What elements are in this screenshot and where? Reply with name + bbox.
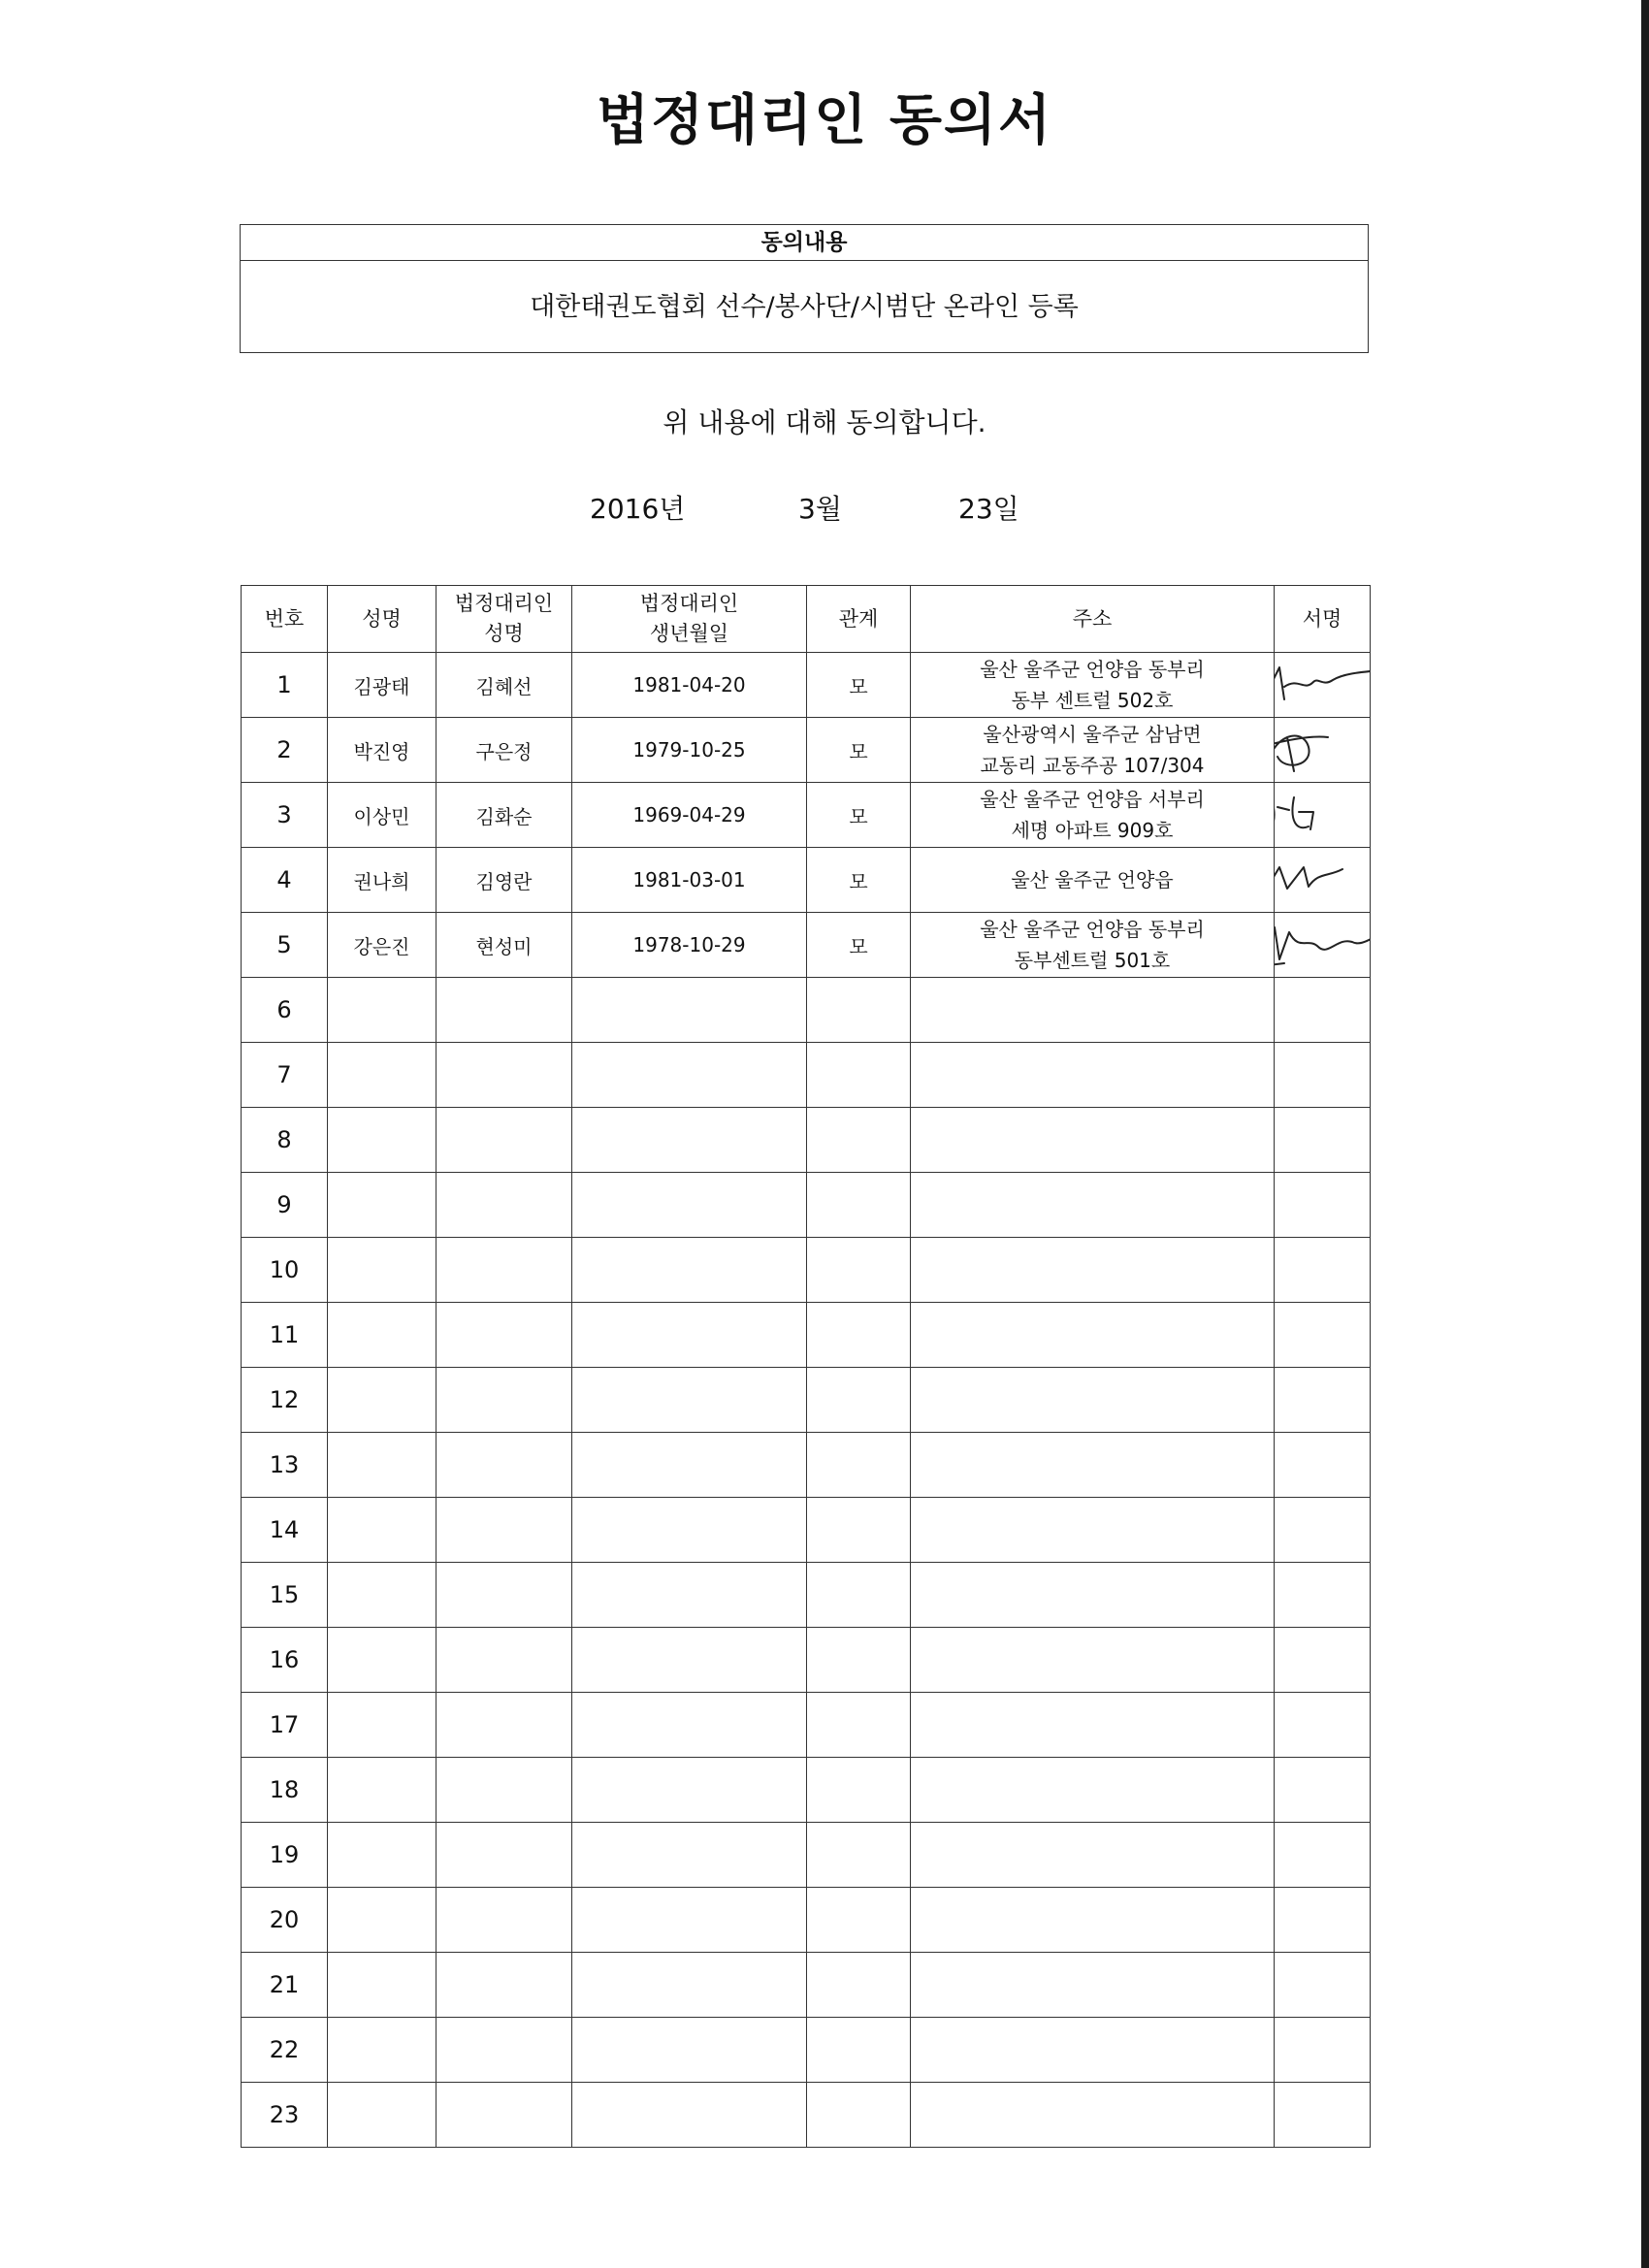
cell-address <box>911 1433 1275 1498</box>
cell-no: 20 <box>242 1888 328 1953</box>
cell-relation <box>807 1693 911 1758</box>
cell-name <box>328 1433 436 1498</box>
cell-no: 14 <box>242 1498 328 1563</box>
cell-guardian-name: 김혜선 <box>436 653 572 718</box>
header-relation: 관계 <box>807 586 911 653</box>
cell-address <box>911 1303 1275 1368</box>
cell-name <box>328 2018 436 2083</box>
cell-relation <box>807 1433 911 1498</box>
cell-signature <box>1275 848 1371 913</box>
table-row <box>242 653 1371 718</box>
cell-guardian-birth: 1978-10-29 <box>572 913 807 978</box>
cell-guardian-birth <box>572 1888 807 1953</box>
header-signature: 서명 <box>1275 586 1371 653</box>
table-row <box>242 1628 1371 1693</box>
cell-signature <box>1275 1238 1371 1303</box>
cell-address <box>911 2018 1275 2083</box>
cell-no: 11 <box>242 1303 328 1368</box>
cell-signature <box>1275 1758 1371 1823</box>
date-month: 3월 <box>798 493 842 525</box>
cell-address <box>911 1693 1275 1758</box>
cell-signature <box>1275 1303 1371 1368</box>
cell-signature <box>1275 2018 1371 2083</box>
cell-no: 13 <box>242 1433 328 1498</box>
cell-signature <box>1275 1498 1371 1563</box>
address-line-1: 울산 울주군 언양읍 동부리 <box>980 918 1205 941</box>
cell-name <box>328 2083 436 2148</box>
cell-guardian-name <box>436 1823 572 1888</box>
cell-signature <box>1275 718 1371 783</box>
date-day: 23일 <box>958 493 1019 525</box>
cell-name <box>328 1368 436 1433</box>
address-line-2: 동부 센트럴 502호 <box>1011 689 1174 712</box>
cell-address <box>911 848 1275 913</box>
cell-relation <box>807 1238 911 1303</box>
cell-name <box>328 978 436 1043</box>
signature-stroke <box>1275 927 1371 966</box>
cell-guardian-name <box>436 978 572 1043</box>
cell-address <box>911 1368 1275 1433</box>
header-name: 성명 <box>328 586 436 653</box>
cell-address <box>911 1628 1275 1693</box>
cell-address <box>911 1173 1275 1238</box>
signature-stroke <box>1275 736 1329 771</box>
cell-signature <box>1275 1628 1371 1693</box>
cell-no: 7 <box>242 1043 328 1108</box>
cell-no: 12 <box>242 1368 328 1433</box>
cell-signature <box>1275 1173 1371 1238</box>
cell-no: 1 <box>242 653 328 718</box>
address-line-2: 교동리 교동주공 107/304 <box>980 754 1205 777</box>
cell-guardian-name <box>436 1888 572 1953</box>
header-guardian-name-line2: 성명 <box>484 622 524 645</box>
cell-guardian-name <box>436 1173 572 1238</box>
cell-name <box>328 1953 436 2018</box>
cell-guardian-birth <box>572 1953 807 2018</box>
cell-no: 16 <box>242 1628 328 1693</box>
cell-signature <box>1275 1433 1371 1498</box>
cell-address <box>911 2083 1275 2148</box>
cell-guardian-birth <box>572 1433 807 1498</box>
cell-guardian-birth <box>572 1303 807 1368</box>
cell-relation: 모 <box>807 783 911 848</box>
cell-no: 8 <box>242 1108 328 1173</box>
cell-guardian-name <box>436 1303 572 1368</box>
table-row <box>242 718 1371 783</box>
cell-guardian-birth <box>572 1823 807 1888</box>
signature-stroke <box>1275 667 1371 699</box>
cell-relation <box>807 2083 911 2148</box>
address-line-1: 울산 울주군 언양읍 서부리 <box>980 788 1205 811</box>
cell-relation <box>807 978 911 1043</box>
cell-address <box>911 1888 1275 1953</box>
cell-address <box>911 718 1275 783</box>
cell-guardian-birth <box>572 978 807 1043</box>
cell-no: 18 <box>242 1758 328 1823</box>
cell-signature <box>1275 978 1371 1043</box>
table-row <box>242 1303 1371 1368</box>
date-year: 2016년 <box>590 493 686 525</box>
cell-guardian-name <box>436 1953 572 2018</box>
cell-signature <box>1275 1823 1371 1888</box>
cell-no: 4 <box>242 848 328 913</box>
cell-guardian-name: 김영란 <box>436 848 572 913</box>
cell-guardian-name <box>436 1043 572 1108</box>
cell-signature <box>1275 1953 1371 2018</box>
cell-guardian-birth <box>572 1628 807 1693</box>
cell-guardian-name <box>436 1108 572 1173</box>
table-row <box>242 1693 1371 1758</box>
cell-no: 3 <box>242 783 328 848</box>
cell-relation <box>807 1108 911 1173</box>
cell-name <box>328 1173 436 1238</box>
cell-relation <box>807 1628 911 1693</box>
cell-no: 19 <box>242 1823 328 1888</box>
table-row <box>242 978 1371 1043</box>
table-row <box>242 848 1371 913</box>
consent-header: 동의내용 <box>241 225 1368 261</box>
cell-no: 15 <box>242 1563 328 1628</box>
table-row <box>242 1758 1371 1823</box>
cell-no: 6 <box>242 978 328 1043</box>
cell-address <box>911 1043 1275 1108</box>
cell-guardian-name <box>436 1433 572 1498</box>
table-row <box>242 913 1371 978</box>
table-row <box>242 1823 1371 1888</box>
cell-signature <box>1275 1043 1371 1108</box>
table-row <box>242 1563 1371 1628</box>
cell-name: 권나희 <box>328 848 436 913</box>
cell-guardian-name: 김화순 <box>436 783 572 848</box>
cell-name <box>328 1303 436 1368</box>
signature-stroke <box>1275 867 1343 891</box>
cell-guardian-birth: 1969-04-29 <box>572 783 807 848</box>
cell-name <box>328 1498 436 1563</box>
cell-address <box>911 1953 1275 2018</box>
cell-guardian-name <box>436 2018 572 2083</box>
cell-signature <box>1275 783 1371 848</box>
header-guardian-birth-line2: 생년월일 <box>649 622 729 645</box>
page-title: 법정대리인 동의서 <box>596 88 1053 152</box>
cell-name: 이상민 <box>328 783 436 848</box>
cell-guardian-birth <box>572 2018 807 2083</box>
cell-signature <box>1275 1368 1371 1433</box>
cell-signature <box>1275 1888 1371 1953</box>
table-row <box>242 1498 1371 1563</box>
handwritten-signature-icon <box>1275 848 1371 912</box>
cell-relation: 모 <box>807 718 911 783</box>
cell-name <box>328 1823 436 1888</box>
cell-relation: 모 <box>807 848 911 913</box>
cell-guardian-birth <box>572 1498 807 1563</box>
cell-address <box>911 1498 1275 1563</box>
cell-name <box>328 1238 436 1303</box>
cell-no: 23 <box>242 2083 328 2148</box>
agreement-statement: 위 내용에 대해 동의합니다. <box>663 406 986 438</box>
cell-signature <box>1275 1108 1371 1173</box>
cell-name <box>328 1888 436 1953</box>
cell-guardian-birth: 1981-04-20 <box>572 653 807 718</box>
cell-guardian-name <box>436 1368 572 1433</box>
header-no: 번호 <box>242 586 328 653</box>
cell-name <box>328 1693 436 1758</box>
cell-no: 17 <box>242 1693 328 1758</box>
header-guardian-name-line1: 법정대리인 <box>454 592 554 615</box>
cell-guardian-name <box>436 1498 572 1563</box>
cell-guardian-name <box>436 1238 572 1303</box>
cell-address <box>911 978 1275 1043</box>
table-row <box>242 2083 1371 2148</box>
address-line-2: 세명 아파트 909호 <box>1011 819 1174 842</box>
table-row <box>242 1173 1371 1238</box>
table-row <box>242 783 1371 848</box>
cell-address <box>911 653 1275 718</box>
cell-name: 강은진 <box>328 913 436 978</box>
table-row <box>242 1108 1371 1173</box>
cell-guardian-birth <box>572 1368 807 1433</box>
cell-no: 10 <box>242 1238 328 1303</box>
cell-guardian-name <box>436 1758 572 1823</box>
cell-guardian-birth <box>572 1108 807 1173</box>
header-guardian-name <box>436 586 572 653</box>
cell-relation <box>807 1368 911 1433</box>
header-address: 주소 <box>911 586 1275 653</box>
cell-relation <box>807 1498 911 1563</box>
cell-guardian-birth <box>572 1173 807 1238</box>
cell-signature <box>1275 1563 1371 1628</box>
scan-edge <box>1641 0 1649 2268</box>
table-row <box>242 1043 1371 1108</box>
cell-guardian-birth <box>572 1563 807 1628</box>
cell-guardian-name <box>436 2083 572 2148</box>
cell-no: 5 <box>242 913 328 978</box>
cell-guardian-birth <box>572 1238 807 1303</box>
guardian-table <box>241 585 1371 2148</box>
cell-signature <box>1275 913 1371 978</box>
cell-address <box>911 1758 1275 1823</box>
table-row <box>242 1238 1371 1303</box>
cell-name <box>328 1043 436 1108</box>
cell-guardian-name: 구은정 <box>436 718 572 783</box>
cell-name <box>328 1628 436 1693</box>
handwritten-signature-icon <box>1275 653 1371 717</box>
handwritten-signature-icon <box>1275 783 1371 847</box>
consent-body: 대한태권도협회 선수/봉사단/시범단 온라인 등록 <box>530 292 1079 322</box>
cell-relation <box>807 2018 911 2083</box>
cell-name <box>328 1758 436 1823</box>
consent-box <box>240 224 1369 353</box>
cell-no: 21 <box>242 1953 328 2018</box>
cell-address <box>911 1238 1275 1303</box>
table-header-row <box>242 586 1371 653</box>
cell-name: 김광태 <box>328 653 436 718</box>
address-line-1: 울산 울주군 언양읍 <box>1011 868 1174 891</box>
cell-signature <box>1275 2083 1371 2148</box>
cell-guardian-name <box>436 1563 572 1628</box>
header-guardian-birth-line1: 법정대리인 <box>639 592 739 615</box>
address-line-1: 울산 울주군 언양읍 동부리 <box>980 658 1205 681</box>
table-row <box>242 1888 1371 1953</box>
cell-relation: 모 <box>807 913 911 978</box>
table-row <box>242 1953 1371 2018</box>
cell-signature <box>1275 1693 1371 1758</box>
table-row <box>242 2018 1371 2083</box>
cell-name: 박진영 <box>328 718 436 783</box>
table-row <box>242 1368 1371 1433</box>
handwritten-signature-icon <box>1275 718 1371 782</box>
cell-address <box>911 1563 1275 1628</box>
address-line-1: 울산광역시 울주군 삼남면 <box>983 723 1202 746</box>
cell-relation <box>807 1758 911 1823</box>
cell-name <box>328 1563 436 1628</box>
cell-address <box>911 1108 1275 1173</box>
cell-guardian-birth <box>572 1758 807 1823</box>
cell-relation <box>807 1173 911 1238</box>
handwritten-signature-icon <box>1275 913 1371 977</box>
table-row <box>242 1433 1371 1498</box>
cell-guardian-birth: 1981-03-01 <box>572 848 807 913</box>
cell-guardian-name <box>436 1628 572 1693</box>
cell-relation <box>807 1953 911 2018</box>
address-line-2: 동부센트럴 501호 <box>1014 949 1171 972</box>
header-guardian-birth <box>572 586 807 653</box>
cell-relation <box>807 1823 911 1888</box>
cell-name <box>328 1108 436 1173</box>
cell-address <box>911 783 1275 848</box>
cell-guardian-name: 현성미 <box>436 913 572 978</box>
cell-guardian-name <box>436 1693 572 1758</box>
cell-no: 22 <box>242 2018 328 2083</box>
cell-relation <box>807 1043 911 1108</box>
cell-relation <box>807 1303 911 1368</box>
cell-address <box>911 913 1275 978</box>
cell-relation <box>807 1563 911 1628</box>
signature-stroke <box>1275 797 1314 831</box>
cell-guardian-birth <box>572 2083 807 2148</box>
cell-guardian-birth <box>572 1043 807 1108</box>
cell-signature <box>1275 653 1371 718</box>
cell-no: 2 <box>242 718 328 783</box>
cell-relation: 모 <box>807 653 911 718</box>
cell-guardian-birth <box>572 1693 807 1758</box>
cell-relation <box>807 1888 911 1953</box>
cell-address <box>911 1823 1275 1888</box>
cell-guardian-birth: 1979-10-25 <box>572 718 807 783</box>
cell-no: 9 <box>242 1173 328 1238</box>
